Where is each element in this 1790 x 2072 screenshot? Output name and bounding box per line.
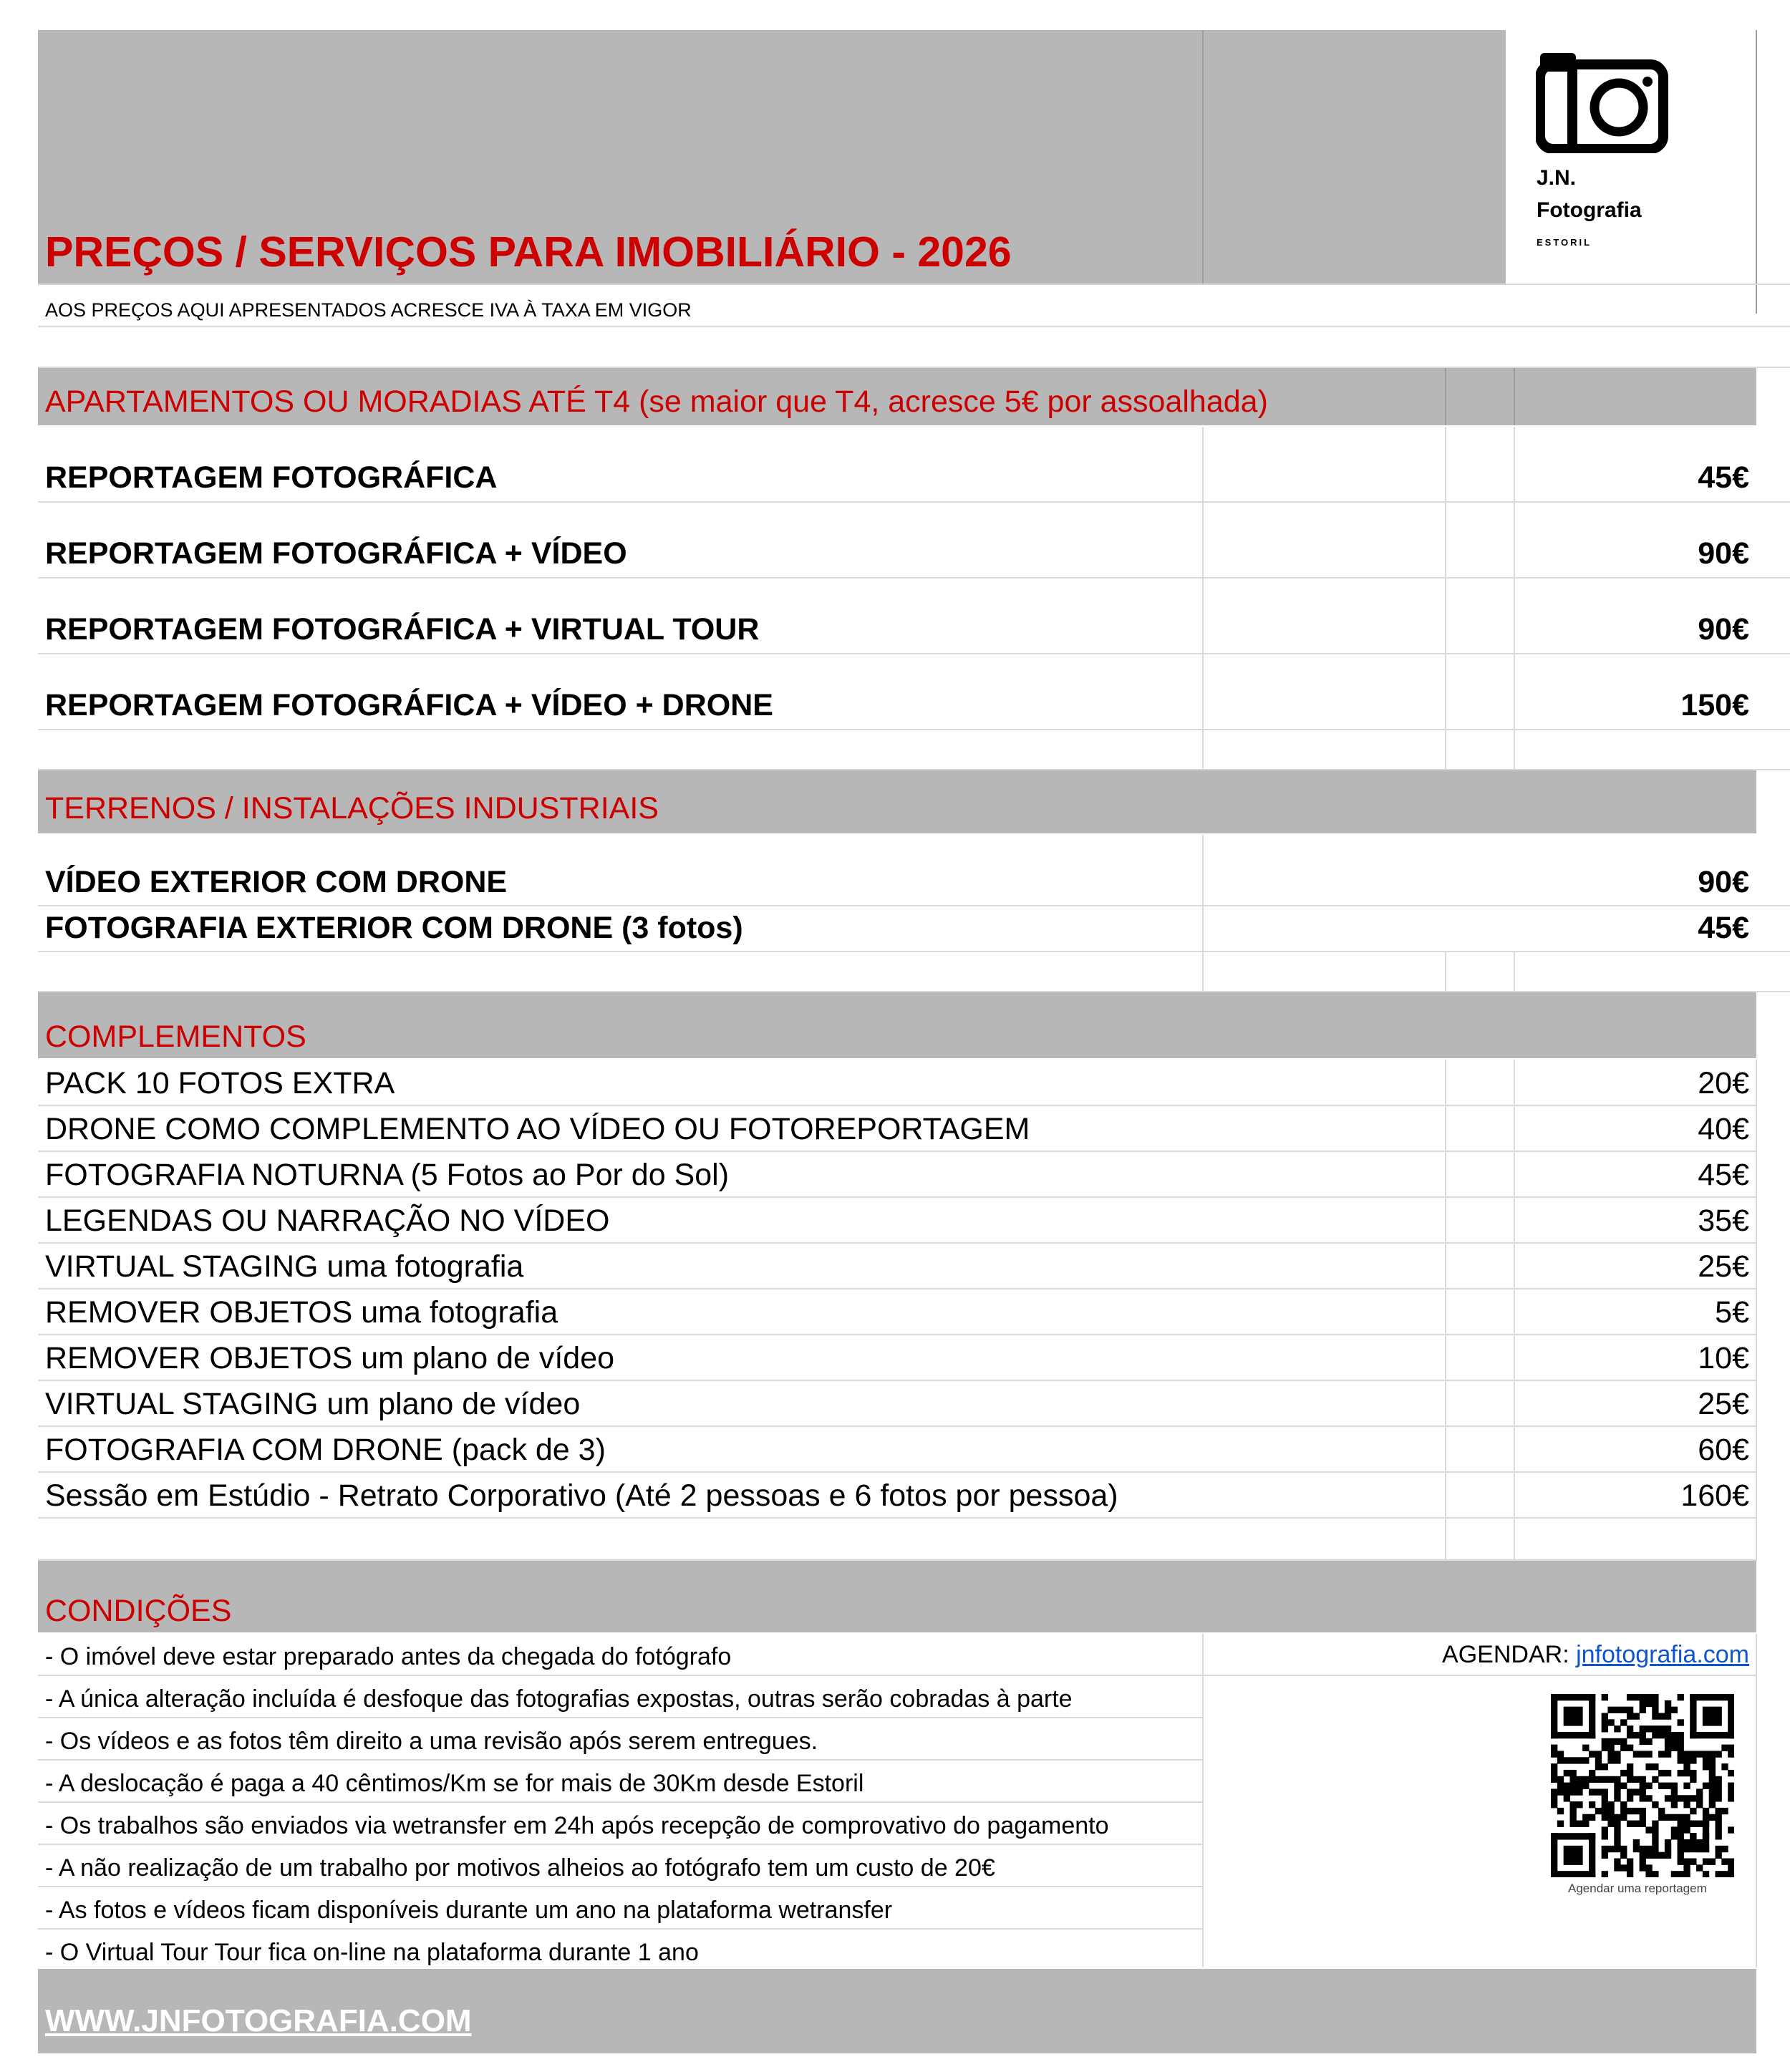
- service-label: REMOVER OBJETOS uma fotografia: [45, 1295, 558, 1330]
- schedule-label: AGENDAR:: [1442, 1641, 1577, 1668]
- service-label: REPORTAGEM FOTOGRÁFICA + VÍDEO + DRONE: [45, 688, 773, 722]
- logo-line2: Fotografia: [1537, 198, 1642, 222]
- service-price: 20€: [1698, 1066, 1749, 1100]
- schedule-link[interactable]: jnfotografia.com: [1576, 1641, 1749, 1668]
- footer-website-link[interactable]: WWW.JNFOTOGRAFIA.COM: [45, 2003, 472, 2038]
- camera-icon: [1536, 46, 1672, 153]
- logo-line1: J.N.: [1537, 166, 1577, 190]
- condition-item: - A única alteração incluída é desfoque das fotografias expostas, outras serão cobradas à parte: [45, 1685, 1073, 1713]
- page-title: PREÇOS / SERVIÇOS PARA IMOBILIÁRIO - 2026: [45, 228, 1012, 276]
- section-land-title: TERRENOS / INSTALAÇÕES INDUSTRIAIS: [45, 791, 659, 826]
- service-price: 25€: [1698, 1387, 1749, 1421]
- service-price: 35€: [1698, 1204, 1749, 1238]
- service-price: 60€: [1698, 1433, 1749, 1467]
- service-price: 150€: [1680, 688, 1749, 722]
- service-price: 90€: [1698, 612, 1749, 647]
- service-price: 5€: [1715, 1295, 1749, 1330]
- service-price: 45€: [1698, 460, 1749, 495]
- condition-item: - A deslocação é paga a 40 cêntimos/Km se for mais de 30Km desde Estoril: [45, 1770, 864, 1797]
- service-label: REPORTAGEM FOTOGRÁFICA + VIRTUAL TOUR: [45, 612, 760, 647]
- service-label: PACK 10 FOTOS EXTRA: [45, 1066, 395, 1100]
- service-price: 160€: [1680, 1478, 1749, 1513]
- service-label: VIRTUAL STAGING uma fotografia: [45, 1249, 524, 1284]
- condition-item: - As fotos e vídeos ficam disponíveis durante um ano na plataforma wetransfer: [45, 1897, 893, 1924]
- logo-line3: ESTORIL: [1537, 237, 1592, 248]
- service-label: FOTOGRAFIA COM DRONE (pack de 3): [45, 1433, 606, 1467]
- service-label: FOTOGRAFIA NOTURNA (5 Fotos ao Por do Sol): [45, 1158, 730, 1192]
- service-label: Sessão em Estúdio - Retrato Corporativo (Até 2 pessoas e 6 fotos por pessoa): [45, 1478, 1118, 1513]
- service-label: REPORTAGEM FOTOGRÁFICA + VÍDEO: [45, 536, 627, 571]
- service-label: VÍDEO EXTERIOR COM DRONE: [45, 865, 508, 899]
- condition-item: - O Virtual Tour Tour fica on-line na plataforma durante 1 ano: [45, 1939, 699, 1966]
- condition-item: - Os vídeos e as fotos têm direito a uma revisão após serem entregues.: [45, 1728, 818, 1755]
- service-price: 90€: [1698, 536, 1749, 571]
- service-price: 10€: [1698, 1341, 1749, 1375]
- service-label: VIRTUAL STAGING um plano de vídeo: [45, 1387, 581, 1421]
- condition-item: - Os trabalhos são enviados via wetransfer em 24h após recepção de comprovativo do pagamento: [45, 1812, 1109, 1839]
- qr-code[interactable]: [1551, 1694, 1734, 1877]
- schedule-row: [1442, 1641, 1749, 1669]
- service-price: 90€: [1698, 865, 1749, 899]
- service-price: 25€: [1698, 1249, 1749, 1284]
- vat-note: AOS PREÇOS AQUI APRESENTADOS ACRESCE IVA À TAXA EM VIGOR: [45, 299, 692, 321]
- service-label: LEGENDAS OU NARRAÇÃO NO VÍDEO: [45, 1204, 610, 1238]
- section-complements-title: COMPLEMENTOS: [45, 1020, 306, 1054]
- service-price: 45€: [1698, 1158, 1749, 1192]
- service-price: 40€: [1698, 1112, 1749, 1146]
- section-conditions-band: [38, 1561, 1756, 1632]
- service-price: 45€: [1698, 911, 1749, 945]
- service-label: FOTOGRAFIA EXTERIOR COM DRONE (3 fotos): [45, 911, 743, 945]
- qr-code-image: [1551, 1694, 1734, 1877]
- logo-box: [1506, 30, 1756, 284]
- service-label: REPORTAGEM FOTOGRÁFICA: [45, 460, 498, 495]
- service-label: DRONE COMO COMPLEMENTO AO VÍDEO OU FOTOREPORTAGEM: [45, 1112, 1030, 1146]
- condition-item: - O imóvel deve estar preparado antes da chegada do fotógrafo: [45, 1643, 732, 1670]
- condition-item: - A não realização de um trabalho por motivos alheios ao fotógrafo tem um custo de 20€: [45, 1854, 995, 1882]
- section-apartments-title: APARTAMENTOS OU MORADIAS ATÉ T4 (se maior que T4, acresce 5€ por assoalhada): [45, 384, 1268, 419]
- section-conditions-title: CONDIÇÕES: [45, 1594, 232, 1628]
- qr-caption: Agendar uma reportagem: [1568, 1882, 1707, 1895]
- service-label: REMOVER OBJETOS um plano de vídeo: [45, 1341, 615, 1375]
